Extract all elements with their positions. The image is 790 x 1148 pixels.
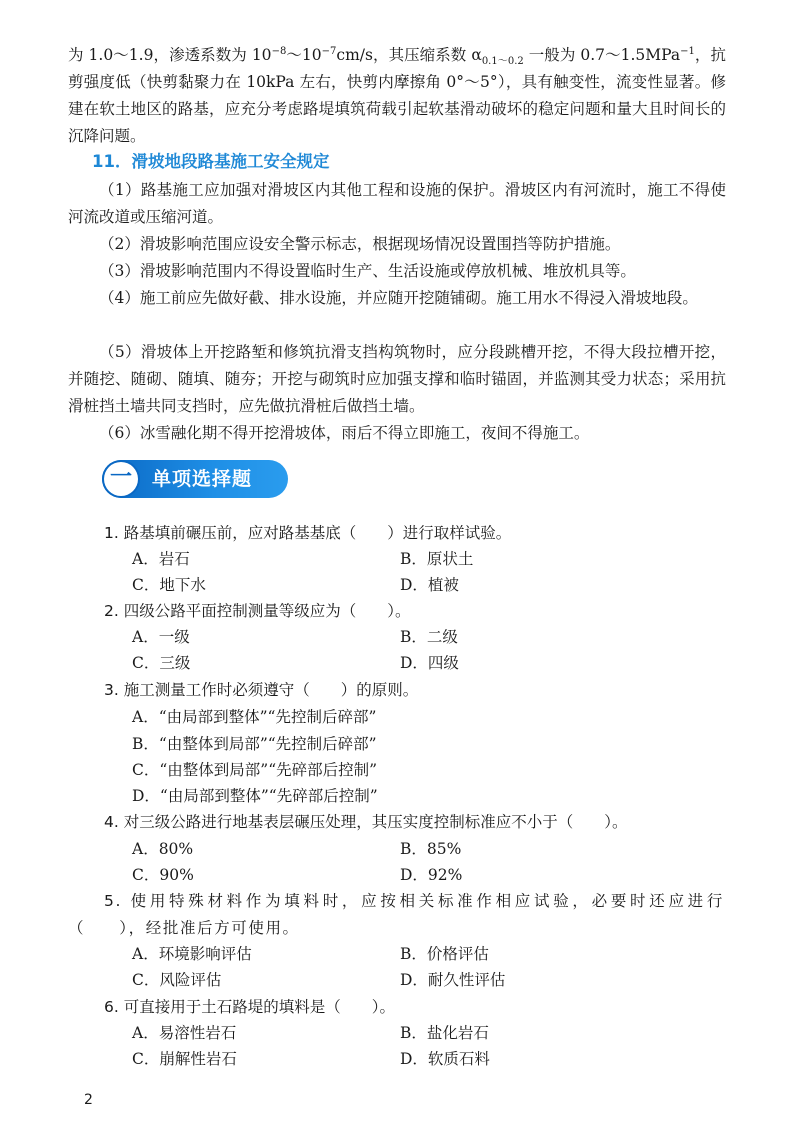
question-3: 3. 施工测量工作时必须遵守（ ）的原则。 xyxy=(104,681,419,699)
section-item-1: （1）路基施工应加强对滑坡区内其他工程和设施的保护。滑坡区内有河流时，施工不得使河流改道或压缩河道。 xyxy=(68,181,726,226)
question-5-option-c: C．风险评估 xyxy=(132,971,222,989)
intro-text-1: 为 1.0～1.9，渗透系数为 10 xyxy=(68,46,272,64)
question-2-option-b: B．二级 xyxy=(400,628,458,646)
intro-text-5: ，抗 xyxy=(694,46,726,64)
question-5: 5. 使用特殊材料作为填料时，应按相关标准作相应试验，必要时还应进行（ ），经批准后方可使用。 xyxy=(68,892,724,937)
question-4-option-d: D．92% xyxy=(400,866,463,884)
question-1-option-d: D．植被 xyxy=(400,576,459,594)
question-3-option-d: D．“由局部到整体”“先碎部后控制” xyxy=(132,787,378,805)
question-1: 1. 路基填前碾压前，应对路基基底（ ）进行取样试验。 xyxy=(104,524,512,542)
question-6-option-c: C．崩解性岩石 xyxy=(132,1050,237,1068)
intro-text-rest: 剪强度低（快剪黏聚力在 10kPa 左右，快剪内摩擦角 0°～5°），具有触变性，流变性显著。修建在软土地区的路基，应充分考虑路堤填筑荷载引起软基滑动破坏的稳定问题和量大且时间长的沉降问题。 xyxy=(68,73,726,145)
question-3-option-b: B．“由整体到局部”“先控制后碎部” xyxy=(132,735,377,753)
banner-title: 单项选择题 xyxy=(152,468,253,490)
question-2-option-d: D．四级 xyxy=(400,654,459,672)
intro-text-3: cm/s，其压缩系数 α xyxy=(336,46,482,64)
subscript: 0.1～0.2 xyxy=(481,56,524,68)
question-5-option-b: B．价格评估 xyxy=(400,945,489,963)
question-2: 2. 四级公路平面控制测量等级应为（ ）。 xyxy=(104,602,411,620)
section-title: 11．滑坡地段路基施工安全规定 xyxy=(92,152,330,171)
question-1-option-b: B．原状土 xyxy=(400,550,474,568)
intro-text-4: 一般为 0.7～1.5MPa xyxy=(523,46,681,64)
section-item-4: （4）施工前应先做好截、排水设施，并应随开挖随铺砌。施工用水不得浸入滑坡地段。 xyxy=(99,289,698,307)
section-item-2: （2）滑坡影响范围应设安全警示标志，根据现场情况设置围挡等防护措施。 xyxy=(99,235,621,253)
banner-number: 一 xyxy=(109,465,132,490)
question-5-option-d: D．耐久性评估 xyxy=(400,971,506,989)
question-1-option-a: A．岩石 xyxy=(132,550,190,568)
question-6-option-a: A．易溶性岩石 xyxy=(132,1024,237,1042)
question-3-option-c: C．“由整体到局部”“先碎部后控制” xyxy=(132,761,378,779)
section-item-3: （3）滑坡影响范围内不得设置临时生产、生活设施或停放机械、堆放机具等。 xyxy=(99,262,636,280)
exponent: −7 xyxy=(321,45,337,57)
question-6-option-b: B．盐化岩石 xyxy=(400,1024,489,1042)
question-5-option-a: A．环境影响评估 xyxy=(132,945,252,963)
question-4: 4. 对三级公路进行地基表层碾压处理，其压实度控制标准应不小于（ ）。 xyxy=(104,813,628,831)
question-4-option-b: B．85% xyxy=(400,840,462,858)
question-2-option-a: A．一级 xyxy=(132,628,190,646)
intro-text-2: ～10 xyxy=(286,46,322,64)
question-1-option-c: C．地下水 xyxy=(132,576,206,594)
question-4-option-c: C．90% xyxy=(132,866,194,884)
question-6: 6. 可直接用于土石路堤的填料是（ ）。 xyxy=(104,998,395,1016)
question-4-option-a: A．80% xyxy=(132,840,194,858)
question-3-option-a: A．“由局部到整体”“先控制后碎部” xyxy=(132,708,377,726)
exponent: −8 xyxy=(271,45,287,57)
exponent: −1 xyxy=(680,45,695,57)
section-item-5: （5）滑坡体上开挖路堑和修筑抗滑支挡构筑物时，应分段跳槽开挖，不得大段拉槽开挖，并随挖、随砌、随填、随夯；开挖与砌筑时应加强支撑和临时锚固，并监测其受力状态；采用抗滑桩挡土墙共同支挡时，应先做抗滑桩后做挡土墙。 xyxy=(68,343,726,415)
page-number: 2 xyxy=(84,1092,93,1108)
section-item-6: （6）冰雪融化期不得开挖滑坡体，雨后不得立即施工，夜间不得施工。 xyxy=(99,424,590,442)
intro-paragraph xyxy=(68,42,726,150)
question-6-option-d: D．软质石料 xyxy=(400,1050,490,1068)
question-2-option-c: C．三级 xyxy=(132,654,191,672)
